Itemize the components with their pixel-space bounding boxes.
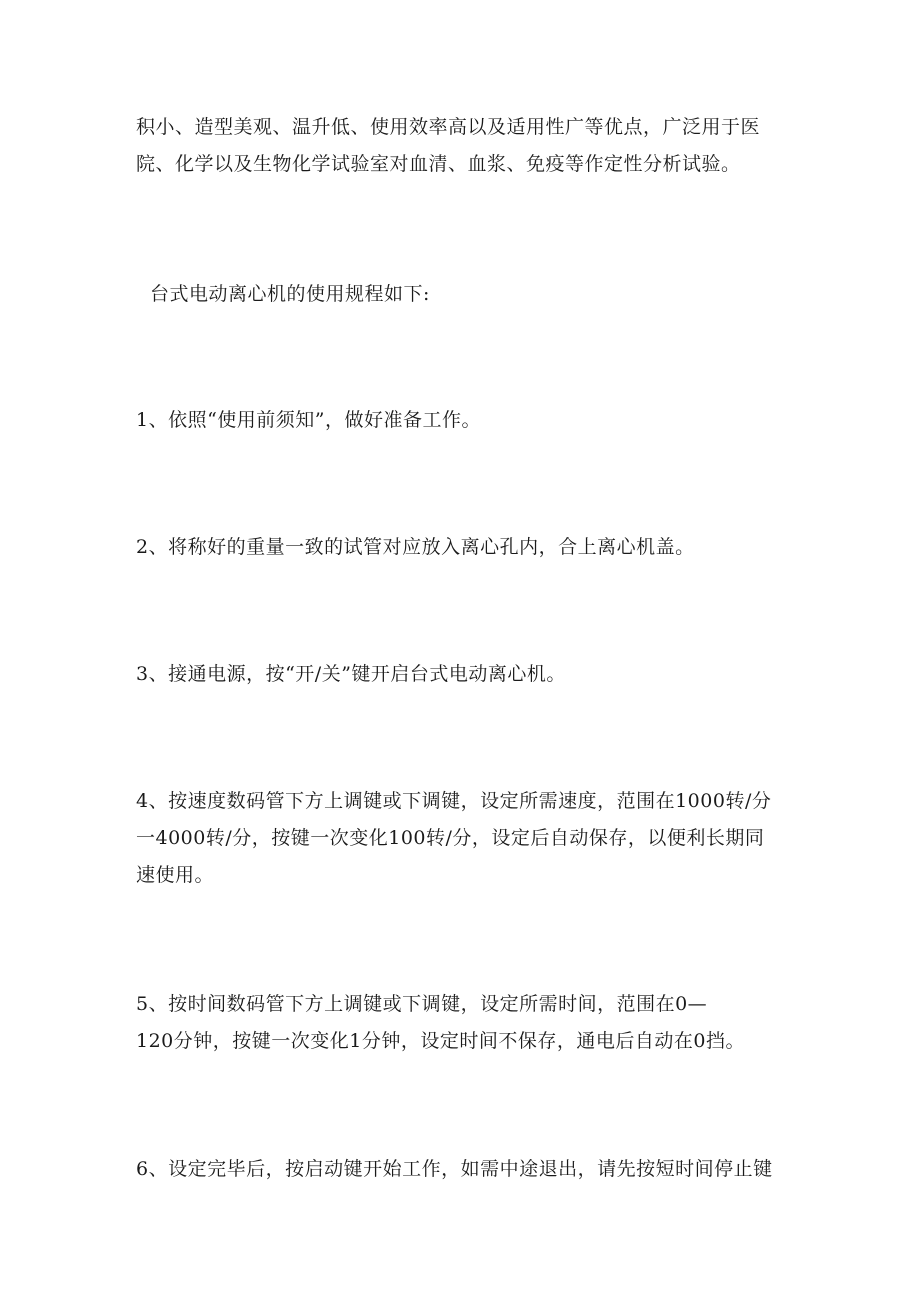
step-3-line-1: 3、接通电源，按“开/关”键开启台式电动离心机。 <box>136 663 566 685</box>
step-1-line-1: 1、依照“使用前须知”，做好准备工作。 <box>136 409 482 431</box>
intro-line-1: 积小、造型美观、温升低、使用效率高以及适用性广等优点，广泛用于医 <box>136 116 761 138</box>
intro-line-2: 院、化学以及生物化学试验室对血清、血浆、免疫等作定性分析试验。 <box>136 153 741 175</box>
step-4-line-1: 4、按速度数码管下方上调键或下调键，设定所需速度，范围在1000转/分 <box>136 790 772 812</box>
step-6-line-1: 6、设定完毕后，按启动键开始工作，如需中途退出，请先按短时间停止键 <box>136 1158 773 1180</box>
step-2-line-1: 2、将称好的重量一致的试管对应放入离心孔内，合上离心机盖。 <box>136 536 695 558</box>
step-4-line-2: 一4000转/分，按键一次变化100转/分，设定后自动保存，以便利长期同 <box>136 827 765 849</box>
section-heading: 台式电动离心机的使用规程如下: <box>150 283 430 305</box>
step-4-line-3: 速使用。 <box>136 864 215 886</box>
step-5-line-2: 120分钟，按键一次变化1分钟，设定时间不保存，通电后自动在0挡。 <box>136 1030 745 1052</box>
step-5-line-1: 5、按时间数码管下方上调键或下调键，设定所需时间，范围在0— <box>136 993 708 1015</box>
